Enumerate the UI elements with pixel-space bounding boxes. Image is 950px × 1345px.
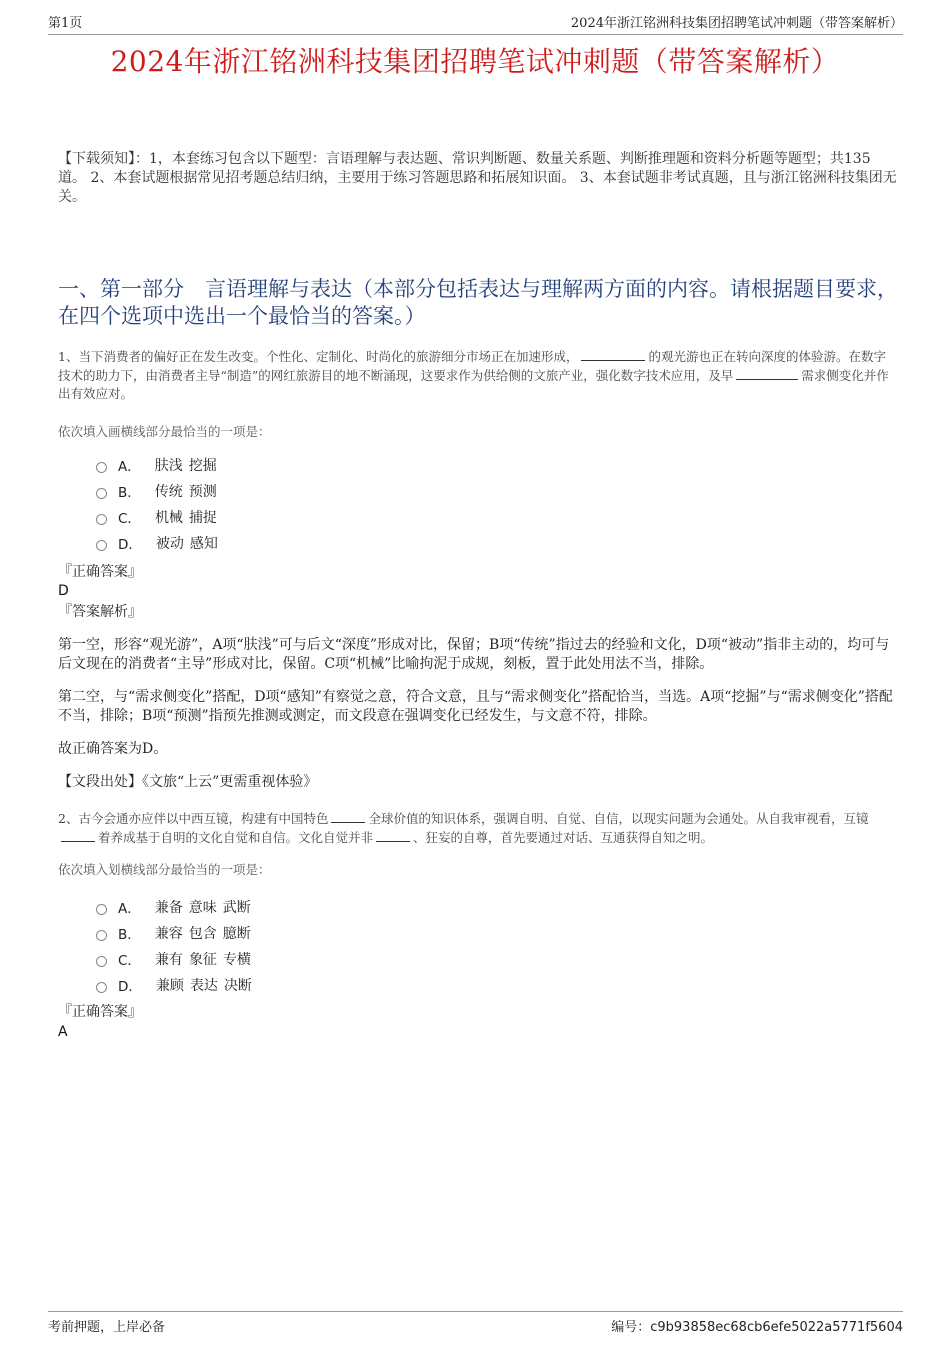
option-word: 兼备 [154, 900, 183, 916]
page-header [48, 14, 903, 35]
question-2-text-a: 2、古今会通亦应伴以中西互镜，构建有中国特色 [58, 811, 329, 826]
radio-icon[interactable] [96, 462, 107, 473]
radio-icon[interactable] [96, 488, 107, 499]
question-2-options [96, 894, 496, 998]
option-word: 决断 [223, 978, 252, 994]
option-c[interactable] [96, 946, 496, 972]
option-a[interactable] [96, 894, 496, 920]
fill-blank [61, 828, 95, 842]
question-2-text-b: 全球价值的知识体系，强调自明、自觉、自信，以现实问题为会通处。从自我审视看，互镜 [368, 811, 869, 826]
option-a[interactable] [96, 452, 496, 478]
option-word: 臆断 [222, 926, 251, 942]
footer-slogan: 考前押题，上岸必备 [48, 1320, 166, 1335]
passage-source: 【文段出处】《文旅“上云”更需重视体验》 [58, 774, 318, 790]
fill-blank [581, 347, 645, 361]
question-2-prompt: 依次填入划横线部分最恰当的一项是： [58, 862, 271, 877]
option-word: 肤浅 [154, 458, 183, 474]
radio-icon[interactable] [96, 904, 107, 915]
question-1-options [96, 452, 496, 556]
option-word: 兼有 [154, 952, 183, 968]
question-1-text-a: 1、当下消费者的偏好正在发生改变。个性化、定制化、时尚化的旅游细分市场正在加速形成， [58, 349, 579, 364]
option-word: 包含 [188, 926, 217, 942]
question-1-text-c: 需求侧变化并作出有效应对。 [58, 368, 889, 401]
option-letter: A． [118, 459, 141, 475]
option-word: 机械 [154, 510, 183, 526]
question-1-text [58, 347, 898, 403]
option-d[interactable] [96, 972, 496, 998]
option-letter: D． [118, 979, 142, 995]
fill-blank [736, 366, 798, 380]
option-letter: C． [118, 511, 141, 527]
option-b[interactable] [96, 920, 496, 946]
option-word: 专横 [222, 952, 251, 968]
document-title: 2024年浙江铭洲科技集团招聘笔试冲刺题（带答案解析） [110, 45, 840, 78]
option-word: 被动 [155, 536, 184, 552]
option-word: 兼容 [154, 926, 183, 942]
option-word: 感知 [189, 536, 218, 552]
radio-icon[interactable] [96, 982, 107, 993]
option-b[interactable] [96, 478, 496, 504]
option-letter: A． [118, 901, 141, 917]
radio-icon[interactable] [96, 930, 107, 941]
fill-blank [331, 809, 365, 823]
footer-code [611, 1316, 903, 1335]
option-word: 挖掘 [188, 458, 217, 474]
analysis-paragraph-2: 第二空，与“需求侧变化”搭配，D项“感知”有察觉之意，符合文意，且与“需求侧变化”搭配恰当，当选。A项“挖掘”与“需求侧变化”搭配不当，排除；B项“预测”指预先推测或测定，而文段意在强调变化已经发生，与文意不符，排除。 [58, 689, 893, 724]
question-1-prompt: 依次填入画横线部分最恰当的一项是： [58, 424, 271, 439]
header-doc-title: 2024年浙江铭洲科技集团招聘笔试冲刺题（带答案解析） [570, 16, 903, 31]
option-word: 预测 [188, 484, 217, 500]
footer-code-label: 编号： [611, 1320, 651, 1335]
radio-icon[interactable] [96, 540, 107, 551]
section-heading: 一、第一部分 言语理解与表达（本部分包括表达与理解两方面的内容。请根据题目要求，在四个选项中选出一个最恰当的答案。） [58, 277, 898, 328]
question-2-text-c: 着养成基于自明的文化自觉和自信。文化自觉并非 [98, 830, 374, 845]
correct-answer-label: 『正确答案』 [58, 564, 142, 580]
question-1-text-b: 的观光游也正在转向深度的体验游。在数字技术的助力下，由消费者主导“制造”的网红旅游目的地不断涌现，这要求作为供给侧的文旅产业，强化数字技术应用，及早 [58, 349, 886, 383]
option-d[interactable] [96, 530, 496, 556]
radio-icon[interactable] [96, 956, 107, 967]
download-notice: 【下载须知】：1，本套练习包含以下题型：言语理解与表达题、常识判断题、数量关系题、判断推理题和资料分析题等题型；共135道。 2、本套试题根据常见招考题总结归纳，主要用于练习答题思路和拓展知识面。 3、本套试题非考试真题，且与浙江铭洲科技集团无关。 [58, 151, 897, 205]
page-number: 第1页 [48, 16, 83, 31]
correct-answer: D [58, 583, 69, 599]
option-letter: B． [118, 927, 141, 943]
option-word: 象征 [188, 952, 217, 968]
question-2-text [58, 809, 898, 847]
correct-answer-label: 『正确答案』 [58, 1004, 142, 1020]
analysis-label: 『答案解析』 [58, 604, 142, 620]
option-word: 武断 [222, 900, 251, 916]
fill-blank [376, 828, 410, 842]
option-letter: C． [118, 953, 141, 969]
option-word: 兼顾 [155, 978, 184, 994]
option-word: 意味 [188, 900, 217, 916]
option-word: 捕捉 [188, 510, 217, 526]
radio-icon[interactable] [96, 514, 107, 525]
analysis-paragraph-3: 故正确答案为D。 [58, 741, 168, 757]
question-2-text-d: 、狂妄的自尊，首先要通过对话、互通获得自知之明。 [413, 830, 714, 845]
page-footer [48, 1311, 903, 1338]
footer-code-value: c9b93858ec68cb6efe5022a5771f5604 [650, 1320, 903, 1335]
correct-answer: A [58, 1024, 68, 1040]
option-letter: D． [118, 537, 142, 553]
option-c[interactable] [96, 504, 496, 530]
option-word: 表达 [189, 978, 218, 994]
option-letter: B． [118, 485, 141, 501]
analysis-paragraph-1: 第一空，形容“观光游”，A项“肤浅”可与后文“深度”形成对比，保留；B项“传统”指过去的经验和文化，D项“被动”指非主动的，均可与后文现在的消费者“主导”形成对比，保留。C项“机械”比喻拘泥于成规，刻板，置于此处用法不当，排除。 [58, 637, 890, 672]
option-word: 传统 [154, 484, 183, 500]
